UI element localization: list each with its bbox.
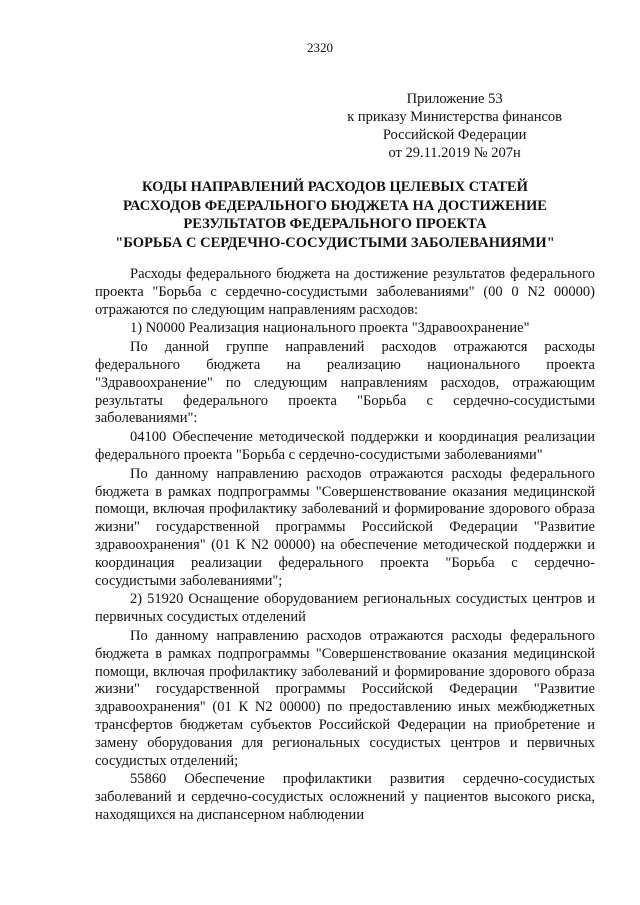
paragraph-description: По данной группе направлений расходов отражаются расходы федерального бюджета на реализацию национального проекта "Здравоохранение" по следующим направлениям расходов, отражающим результаты федерального проекта "Борьба с сердечно-сосудистыми заболеваниями": bbox=[95, 339, 595, 427]
title-line: "БОРЬБА С СЕРДЕЧНО-СОСУДИСТЫМИ ЗАБОЛЕВАНИЯМИ" bbox=[115, 234, 555, 251]
appendix-line: от 29.11.2019 № 207н bbox=[388, 145, 521, 161]
title-line: РЕЗУЛЬТАТОВ ФЕДЕРАЛЬНОГО ПРОЕКТА bbox=[183, 216, 487, 232]
paragraph-item-2: 2) 51920 Оснащение оборудованием региональных сосудистых центров и первичных сосудистых отделений bbox=[95, 591, 595, 626]
page-number: 2320 bbox=[307, 40, 333, 55]
paragraph-description: По данному направлению расходов отражаются расходы федерального бюджета в рамках подпрограммы "Совершенствование оказания медицинской помощи, включая профилактику заболеваний и формирование здорового образа жизни" государственной программы Российской Федерации "Развитие здравоохранения" (01 К N2 00000) на обеспечение методической поддержки и координация реализации федерального проекта "Борьба с сердечно-сосудистыми заболеваниями"; bbox=[95, 465, 595, 589]
document-body bbox=[95, 266, 595, 826]
document-title bbox=[95, 178, 575, 252]
appendix-line: Приложение 53 bbox=[406, 91, 503, 107]
title-line: РАСХОДОВ ФЕДЕРАЛЬНОГО БЮДЖЕТА НА ДОСТИЖЕНИЕ bbox=[123, 197, 547, 214]
appendix-line: Российской Федерации bbox=[382, 127, 527, 143]
paragraph-description: По данному направлению расходов отражаются расходы федерального бюджета в рамках подпрограммы "Совершенствование оказания медицинской помощи, включая профилактику заболеваний и формирование здорового образа жизни" государственной программы Российской Федерации "Развитие здравоохранения" (01 К N2 00000) по предоставлению иных межбюджетных трансфертов бюджетам субъектов Российской Федерации на приобретение и замену оборудования для региональных сосудистых центров и первичных сосудистых отделений; bbox=[95, 627, 595, 769]
paragraph-code-55860: 55860 Обеспечение профилактики развития сердечно-сосудистых заболеваний и сердечно-сосудистых осложнений у пациентов высокого риска, находящихся на диспансерном наблюдении bbox=[95, 771, 595, 823]
paragraph-intro: Расходы федерального бюджета на достижение результатов федерального проекта "Борьба с сердечно-сосудистыми заболеваниями" (00 0 N2 00000) отражаются по следующим направлениям расходов: bbox=[95, 266, 595, 318]
appendix-block bbox=[347, 90, 562, 162]
title-line: КОДЫ НАПРАВЛЕНИЙ РАСХОДОВ ЦЕЛЕВЫХ СТАТЕЙ bbox=[142, 179, 528, 195]
paragraph-code-04100: 04100 Обеспечение методической поддержки и координация реализации федерального проекта "Борьба с сердечно-сосудистыми заболеваниями" bbox=[95, 429, 595, 463]
appendix-line: к приказу Министерства финансов bbox=[347, 109, 562, 125]
paragraph-item-1: 1) N0000 Реализация национального проекта "Здравоохранение" bbox=[130, 320, 530, 337]
